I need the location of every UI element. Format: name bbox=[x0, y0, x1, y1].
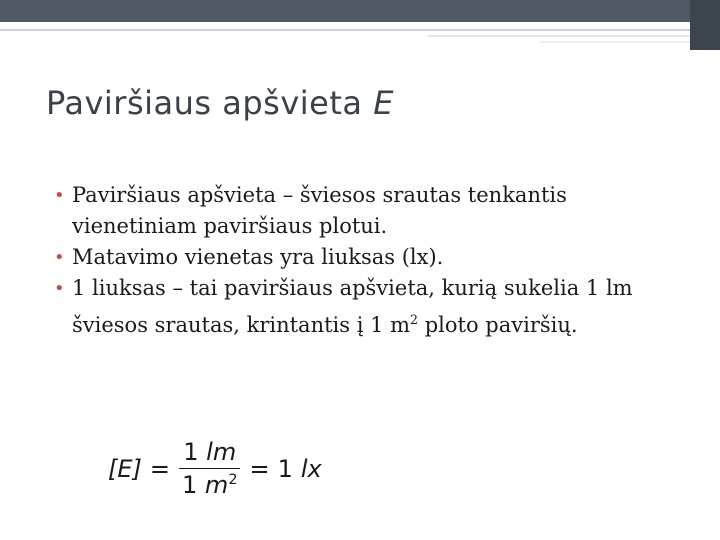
formula-lhs: [E] bbox=[108, 454, 142, 483]
bullet-text-tail: ploto paviršių. bbox=[418, 313, 578, 337]
fraction-numerator bbox=[179, 438, 240, 469]
bullet-text: Matavimo vienetas yra liuksas (lx). bbox=[72, 245, 444, 269]
top-bar bbox=[0, 0, 720, 22]
numerator-coefficient: 1 bbox=[183, 438, 199, 466]
bullet-text: Paviršiaus apšvieta – šviesos srautas tenkantis vienetiniam paviršiaus plotui. bbox=[72, 183, 567, 238]
formula-rhs-coefficient: 1 bbox=[277, 454, 293, 483]
bullet-text: 1 liuksas – tai paviršiaus apšvieta, kurią sukelia 1 lm šviesos srautas, krintantis į 1 m bbox=[72, 276, 633, 337]
bullet-item bbox=[54, 180, 694, 242]
fraction-denominator bbox=[178, 469, 241, 499]
bullet-dot-icon: • bbox=[54, 185, 65, 206]
bullet-item bbox=[54, 273, 694, 341]
formula-equals: = bbox=[149, 454, 170, 483]
bullet-item bbox=[54, 242, 694, 273]
denominator-coefficient: 1 bbox=[182, 471, 198, 499]
bullet-dot-icon: • bbox=[54, 247, 65, 268]
slide-title bbox=[46, 84, 394, 122]
formula-fraction bbox=[178, 438, 241, 499]
bullet-superscript: 2 bbox=[410, 312, 419, 327]
formula-equals-2: = bbox=[249, 454, 270, 483]
denominator-exponent: 2 bbox=[228, 472, 238, 488]
denominator-unit: m bbox=[204, 471, 229, 499]
top-bar-lines bbox=[0, 22, 720, 52]
numerator-unit: lm bbox=[206, 438, 237, 466]
slide-title-text: Paviršiaus apšvieta bbox=[46, 84, 374, 122]
illuminance-formula bbox=[108, 438, 322, 499]
bullet-dot-icon: • bbox=[54, 278, 65, 299]
formula-rhs-unit: lx bbox=[300, 454, 322, 483]
slide-title-variable: E bbox=[373, 84, 394, 122]
bullet-list bbox=[54, 180, 694, 341]
